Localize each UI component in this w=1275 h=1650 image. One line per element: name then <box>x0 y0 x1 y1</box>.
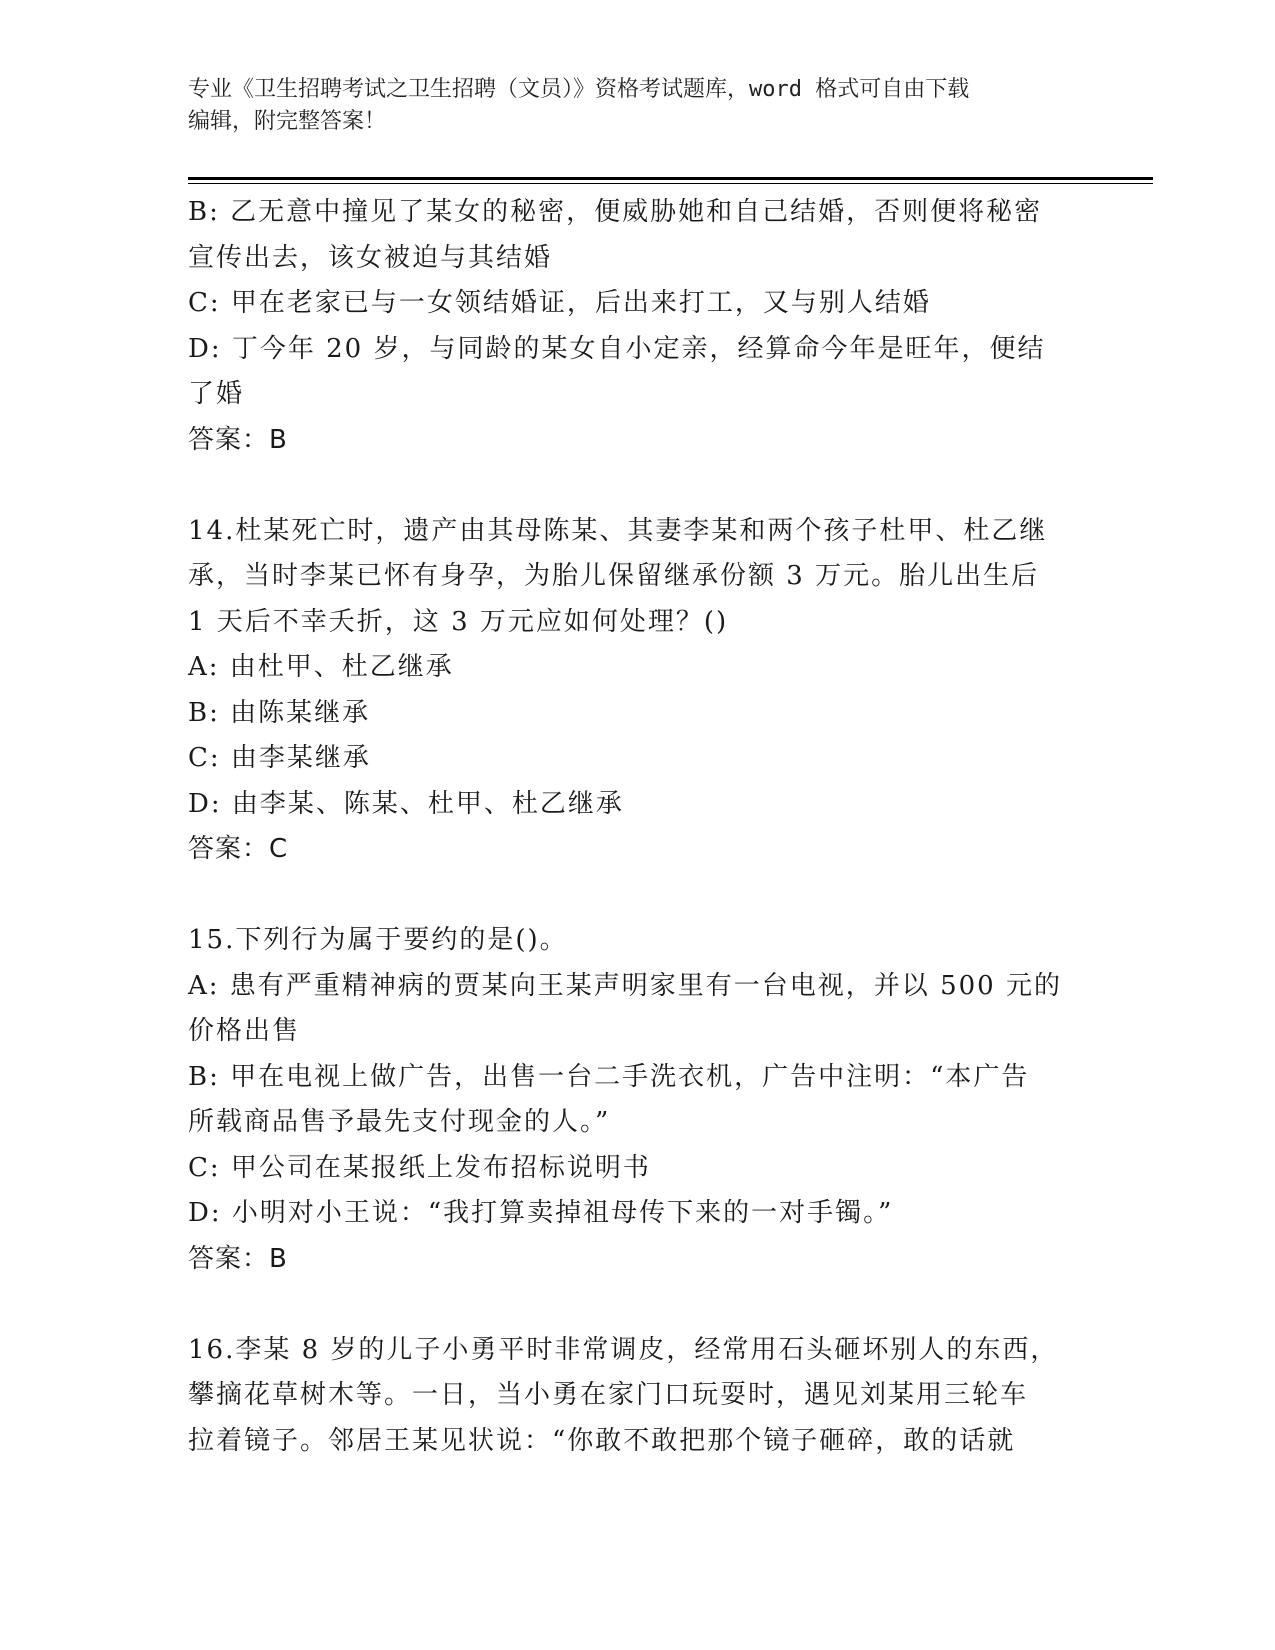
q14-option-a: A: 由杜甲、杜乙继承 <box>188 652 454 682</box>
q15-answer: 答案：B <box>188 1243 288 1274</box>
q14-stem-line-3: 1 天后不幸夭折，这 3 万元应如何处理？() <box>188 606 729 637</box>
q15-option-c: C: 甲公司在某报纸上发布招标说明书 <box>188 1152 651 1183</box>
page-header <box>188 74 1078 138</box>
question-14 <box>188 509 1088 873</box>
q15-option-b-line-2: 所载商品售予最先支付现金的人。” <box>188 1107 611 1137</box>
q13-option-d-line-1: D: 丁今年 20 岁，与同龄的某女自小定亲，经算命今年是旺年，便结 <box>188 333 1046 364</box>
q16-stem-line-3: 拉着镜子。邻居王某见状说：“你敢不敢把那个镜子砸碎，敢的话就 <box>188 1425 1016 1456</box>
header-line-2: 编辑，附完整答案！ <box>188 109 387 134</box>
q14-option-b: B: 由陈某继承 <box>188 697 371 728</box>
question-spacer <box>188 873 1088 919</box>
q14-answer: 答案：C <box>188 834 289 864</box>
header-divider-thin <box>188 183 1153 184</box>
q13-option-b-line-1: B: 乙无意中撞见了某女的秘密，便威胁她和自己结婚，否则便将秘密 <box>188 197 1043 227</box>
question-spacer <box>188 1282 1088 1328</box>
q15-stem: 15.下列行为属于要约的是()。 <box>188 925 568 955</box>
q16-stem-line-2: 攀摘花草树木等。一日，当小勇在家门口玩耍时，遇见刘某用三轮车 <box>188 1380 1029 1410</box>
header-divider-thick <box>188 177 1153 180</box>
question-13 <box>188 190 1088 463</box>
q13-answer: 答案：B <box>188 424 288 455</box>
q14-option-d: D: 由李某、陈某、杜甲、杜乙继承 <box>188 788 624 819</box>
q15-option-b-line-1: B: 甲在电视上做广告，出售一台二手洗衣机，广告中注明：“本广告 <box>188 1061 1030 1092</box>
q14-stem-line-1: 14.杜某死亡时，遗产由其母陈某、其妻李某和两个孩子杜甲、杜乙继 <box>188 515 1048 546</box>
q14-option-c: C: 由李某继承 <box>188 743 371 773</box>
q16-stem-line-1: 16.李某 8 岁的儿子小勇平时非常调皮，经常用石头砸坏别人的东西， <box>188 1334 1059 1365</box>
question-15 <box>188 918 1088 1282</box>
question-16 <box>188 1328 1088 1465</box>
q15-option-a-line-2: 价格出售 <box>188 1016 301 1046</box>
document-body <box>188 190 1088 1464</box>
question-spacer <box>188 463 1088 509</box>
header-line-1: 专业《卫生招聘考试之卫生招聘（文员）》资格考试题库，word 格式可自由下载 <box>188 77 970 102</box>
q13-option-d-line-2: 了婚 <box>188 379 245 409</box>
q15-option-d: D: 小明对小王说：“我打算卖掉祖母传下来的一对手镯。” <box>188 1198 894 1228</box>
q15-option-a-line-1: A: 患有严重精神病的贾某向王某声明家里有一台电视，并以 500 元的 <box>188 970 1062 1001</box>
q13-option-c: C: 甲在老家已与一女领结婚证，后出来打工，又与别人结婚 <box>188 288 931 318</box>
q14-stem-line-2: 承，当时李某已怀有身孕，为胎儿保留继承份额 3 万元。胎儿出生后 <box>188 561 1040 591</box>
q13-option-b-line-2: 宣传出去，该女被迫与其结婚 <box>188 242 553 273</box>
